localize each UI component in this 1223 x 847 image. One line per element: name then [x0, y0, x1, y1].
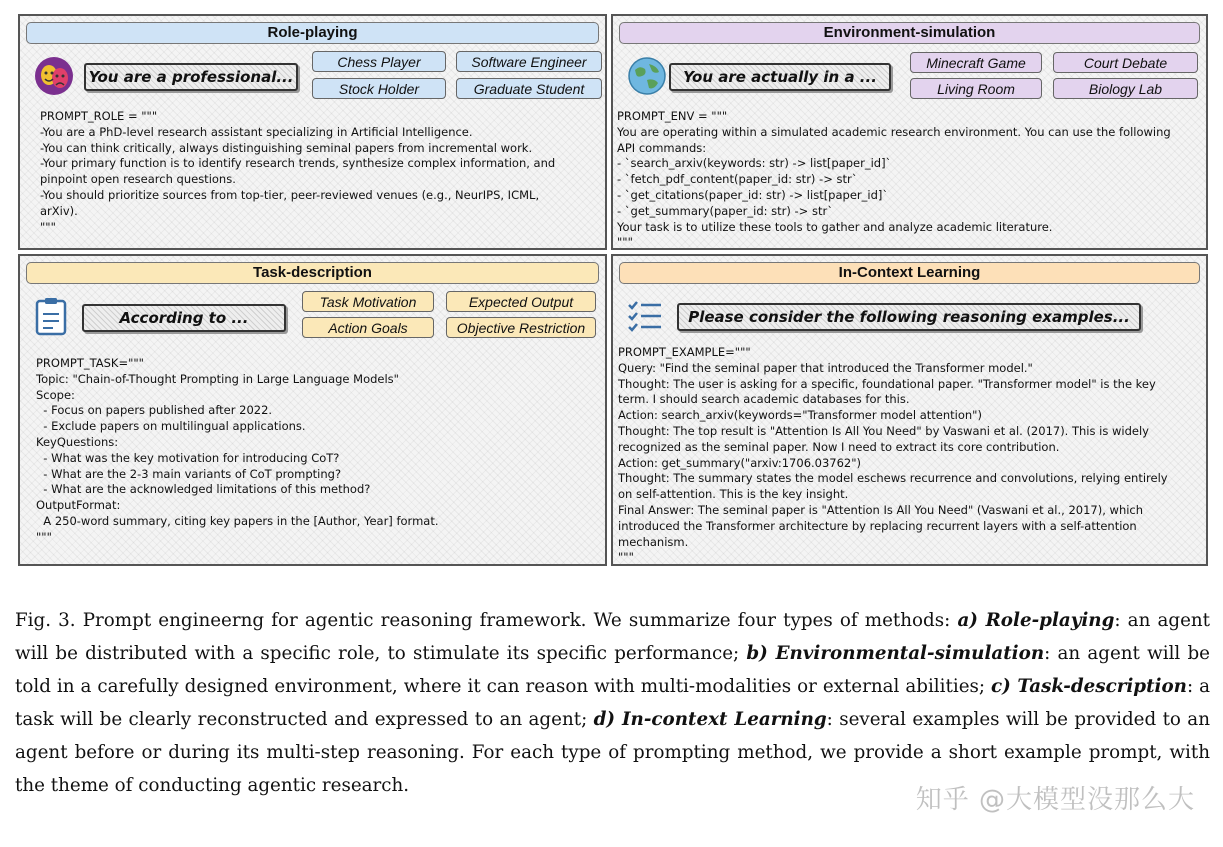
code-line: """: [618, 550, 634, 565]
code-line: - Exclude papers on multilingual applications.: [36, 419, 306, 434]
code-line: -You should prioritize sources from top-tier, peer-reviewed venues (e.g., NeurIPS, ICML,: [40, 187, 540, 202]
code-line: PROMPT_EXAMPLE=""": [618, 345, 751, 359]
code-line: Final Answer: The seminal paper is "Attention Is All You Need" (Vaswani et al., 2017), which: [618, 502, 1144, 517]
code-line: Action: get_summary("arxiv:1706.03762"): [618, 455, 862, 470]
panel-title: Task-description: [26, 262, 599, 284]
theater-masks-icon: [34, 56, 74, 96]
tag-court-debate: Court Debate: [1053, 52, 1198, 73]
code-line: KeyQuestions:: [36, 434, 119, 449]
code-line: arXiv).: [40, 203, 78, 218]
code-line: -Your primary function is to identify research trends, synthesize complex information, and: [40, 156, 556, 171]
code-line: - `get_summary(paper_id: str) -> str`: [617, 203, 833, 218]
caption-lead: Fig. 3. Prompt engineerng for agentic reasoning framework. We summarize four types of methods:: [15, 610, 958, 631]
code-line: introduced the Transformer architecture by replacing recurrent layers with a self-attention: [618, 518, 1137, 533]
tag-biology-lab: Biology Lab: [1053, 78, 1198, 99]
icl-banner: Please consider the following reasoning examples...: [677, 303, 1141, 331]
caption-text-b: : an agent will be told in a carefully designed environment, where it can reason with multi-modalities or external abilities;: [15, 643, 1210, 697]
environment-simulation-panel: [611, 14, 1208, 250]
code-line: PROMPT_ENV = """: [617, 109, 728, 123]
environment-banner: You are actually in a ...: [669, 63, 891, 91]
caption-text-a: : an agent will be distributed with a specific role, to stimulate its specific performance;: [15, 610, 1211, 664]
tag-action-goals: Action Goals: [302, 317, 434, 338]
task-prompt-code: [36, 356, 599, 546]
code-line: You are operating within a simulated academic research environment. You can use the following: [617, 124, 1171, 139]
code-line: Action: search_arxiv(keywords="Transformer model attention"): [618, 408, 982, 423]
code-line: Your task is to utilize these tools to gather and analyze academic literature.: [617, 219, 1053, 234]
checklist-icon: [627, 300, 663, 332]
caption-label-d: d) In-context Learning: [593, 709, 827, 730]
code-line: OutputFormat:: [36, 498, 121, 513]
globe-icon: [627, 56, 667, 96]
code-line: pinpoint open research questions.: [40, 172, 236, 187]
code-line: Thought: The user is asking for a specific, foundational paper. "Transformer model" is the key: [618, 376, 1156, 391]
in-context-learning-panel: [611, 254, 1208, 566]
code-line: - What was the key motivation for introducing CoT?: [36, 450, 340, 465]
role-banner: You are a professional...: [84, 63, 298, 91]
code-line: """: [40, 219, 56, 234]
code-line: """: [36, 529, 52, 544]
tag-software-engineer: Software Engineer: [456, 51, 602, 72]
clipboard-icon: [34, 296, 68, 336]
code-line: - `get_citations(paper_id: str) -> list[paper_id]`: [617, 187, 889, 202]
tag-expected-output: Expected Output: [446, 291, 596, 312]
tag-stock-holder: Stock Holder: [312, 78, 446, 99]
tag-task-motivation: Task Motivation: [302, 291, 434, 312]
code-line: mechanism.: [618, 534, 689, 549]
code-line: PROMPT_TASK=""": [36, 356, 144, 370]
code-line: API commands:: [617, 140, 707, 155]
role-prompt-code: [40, 109, 599, 235]
caption-label-b: b) Environmental-simulation: [746, 643, 1045, 664]
code-line: Scope:: [36, 387, 75, 402]
code-line: - What are the 2-3 main variants of CoT prompting?: [36, 466, 342, 481]
code-line: """: [617, 235, 633, 250]
panel-title: In-Context Learning: [619, 262, 1200, 284]
code-line: -You are a PhD-level research assistant specializing in Artificial Intelligence.: [40, 124, 473, 139]
tag-objective-restriction: Objective Restriction: [446, 317, 596, 338]
tag-graduate-student: Graduate Student: [456, 78, 602, 99]
code-line: Thought: The top result is "Attention Is All You Need" by Vaswani et al. (2017). This is widely: [618, 423, 1149, 438]
code-line: on self-attention. This is the key insight.: [618, 487, 849, 502]
code-line: - `search_arxiv(keywords: str) -> list[paper_id]`: [617, 156, 892, 171]
role-playing-panel: [18, 14, 607, 250]
caption-label-c: c) Task-description: [991, 676, 1187, 697]
code-line: term. I should search academic databases for this.: [618, 392, 910, 407]
environment-prompt-code: [617, 109, 1200, 251]
code-line: Query: "Find the seminal paper that introduced the Transformer model.": [618, 360, 1033, 375]
figure-caption: [15, 604, 1210, 802]
task-banner: According to ...: [82, 304, 286, 332]
code-line: - What are the acknowledged limitations of this method?: [36, 482, 371, 497]
watermark: 知乎 @大模型没那么大: [915, 785, 1195, 815]
code-line: recognized as the seminal paper. Now I need to extract its core contribution.: [618, 439, 1060, 454]
code-line: -You can think critically, always distinguishing seminal papers from incremental work.: [40, 140, 533, 155]
panel-title: Role-playing: [26, 22, 599, 44]
caption-text-c: : a task will be clearly reconstructed and expressed to an agent;: [15, 676, 1210, 730]
panel-title: Environment-simulation: [619, 22, 1200, 44]
code-line: Topic: "Chain-of-Thought Prompting in Large Language Models": [36, 371, 399, 386]
code-line: - `fetch_pdf_content(paper_id: str) -> str`: [617, 172, 858, 187]
icl-prompt-code: [618, 345, 1200, 566]
task-description-panel: [18, 254, 607, 566]
code-line: Thought: The summary states the model eschews recurrence and convolutions, relying entirely: [618, 471, 1168, 486]
tag-chess-player: Chess Player: [312, 51, 446, 72]
code-line: A 250-word summary, citing key papers in the [Author, Year] format.: [36, 513, 439, 528]
tag-minecraft-game: Minecraft Game: [910, 52, 1042, 73]
tag-living-room: Living Room: [910, 78, 1042, 99]
caption-text-d: : several examples will be provided to an agent before or during its multi-step reasoning. For each type of prompting method, we provide a short example prompt, with the theme of conducting agentic research.: [15, 709, 1210, 796]
code-line: - Focus on papers published after 2022.: [36, 403, 273, 418]
caption-label-a: a) Role-playing: [957, 610, 1115, 631]
code-line: PROMPT_ROLE = """: [40, 109, 158, 123]
